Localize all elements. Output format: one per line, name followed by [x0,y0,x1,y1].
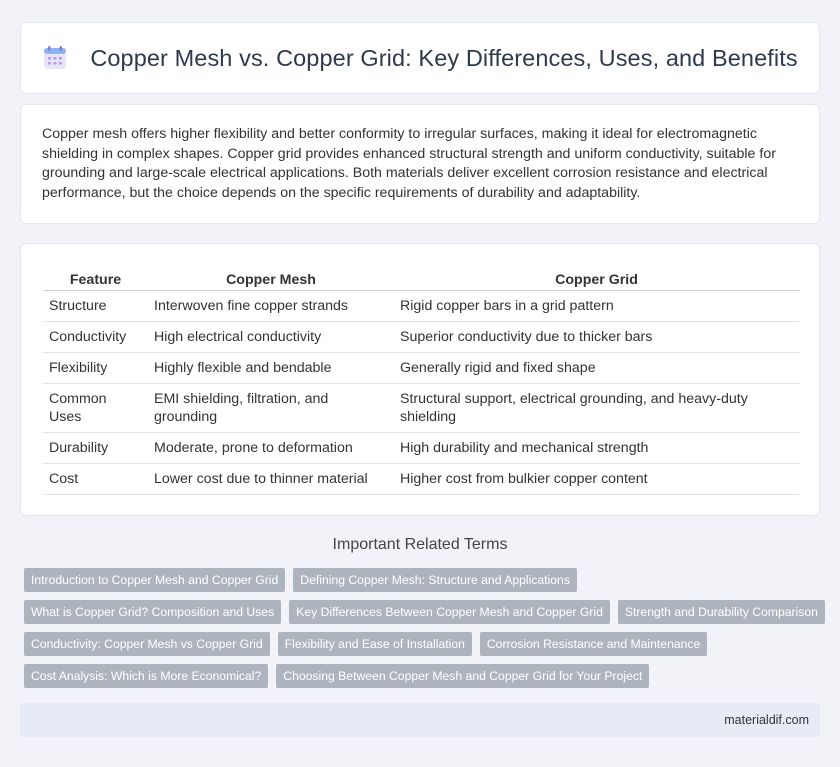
header-feature: Feature [43,264,148,290]
related-tag[interactable]: Defining Copper Mesh: Structure and Applications [293,568,577,592]
cell-mesh: High electrical conductivity [148,321,394,352]
related-tag[interactable]: Key Differences Between Copper Mesh and Copper Grid [289,600,610,624]
cell-mesh: EMI shielding, filtration, and grounding [148,383,394,432]
cell-grid: Generally rigid and fixed shape [394,352,799,383]
related-tag[interactable]: Conductivity: Copper Mesh vs Copper Grid [24,632,270,656]
related-tag[interactable]: What is Copper Grid? Composition and Uses [24,600,281,624]
related-tag[interactable]: Flexibility and Ease of Installation [278,632,472,656]
related-tag[interactable]: Corrosion Resistance and Maintenance [480,632,707,656]
cell-mesh: Highly flexible and bendable [148,352,394,383]
footer [20,703,820,737]
related-terms-title: Important Related Terms [332,536,508,553]
cell-feature: Flexibility [43,352,148,383]
cell-grid: Structural support, electrical grounding, and heavy-duty shielding [394,383,799,432]
related-terms-tags [24,568,824,696]
header-card [20,22,820,94]
cell-feature: Durability [43,432,148,463]
table-row [43,463,799,494]
footer-site[interactable]: materialdif.com [724,713,809,727]
cell-mesh: Lower cost due to thinner material [148,463,394,494]
table-row [43,290,799,321]
table-row [43,432,799,463]
related-tag[interactable]: Choosing Between Copper Mesh and Copper Grid for Your Project [276,664,649,688]
related-tag[interactable]: Introduction to Copper Mesh and Copper Grid [24,568,285,592]
cell-grid: High durability and mechanical strength [394,432,799,463]
cell-feature: Structure [43,290,148,321]
cell-mesh: Interwoven fine copper strands [148,290,394,321]
comparison-card [20,243,820,516]
cell-grid: Higher cost from bulkier copper content [394,463,799,494]
header-copper-grid: Copper Grid [394,264,799,290]
page-title: Copper Mesh vs. Copper Grid: Key Differences, Uses, and Benefits [90,44,798,71]
cell-feature: Cost [43,463,148,494]
cell-feature: Common Uses [43,383,148,432]
cell-grid: Rigid copper bars in a grid pattern [394,290,799,321]
intro-text: Copper mesh offers higher flexibility and better conformity to irregular surfaces, making it ideal for electromagnetic shielding in complex shapes. Copper grid provides enhanced structural strength and uniform conductivity, suitable for grounding and large-scale electrical applications. Both materials deliver excellent corrosion resistance and electrical performance, but the choice depends on the specific requirements of durability and adaptability. [42,126,776,201]
table-header-row [43,264,799,290]
table-row [43,352,799,383]
related-tag[interactable]: Cost Analysis: Which is More Economical? [24,664,268,688]
cell-mesh: Moderate, prone to deformation [148,432,394,463]
table-row [43,383,799,432]
comparison-table [43,264,799,495]
cell-feature: Conductivity [43,321,148,352]
related-tag[interactable]: Strength and Durability Comparison [618,600,825,624]
intro-card [20,104,820,224]
cell-grid: Superior conductivity due to thicker bars [394,321,799,352]
calendar-icon [42,45,68,71]
header-copper-mesh: Copper Mesh [148,264,394,290]
table-row [43,321,799,352]
